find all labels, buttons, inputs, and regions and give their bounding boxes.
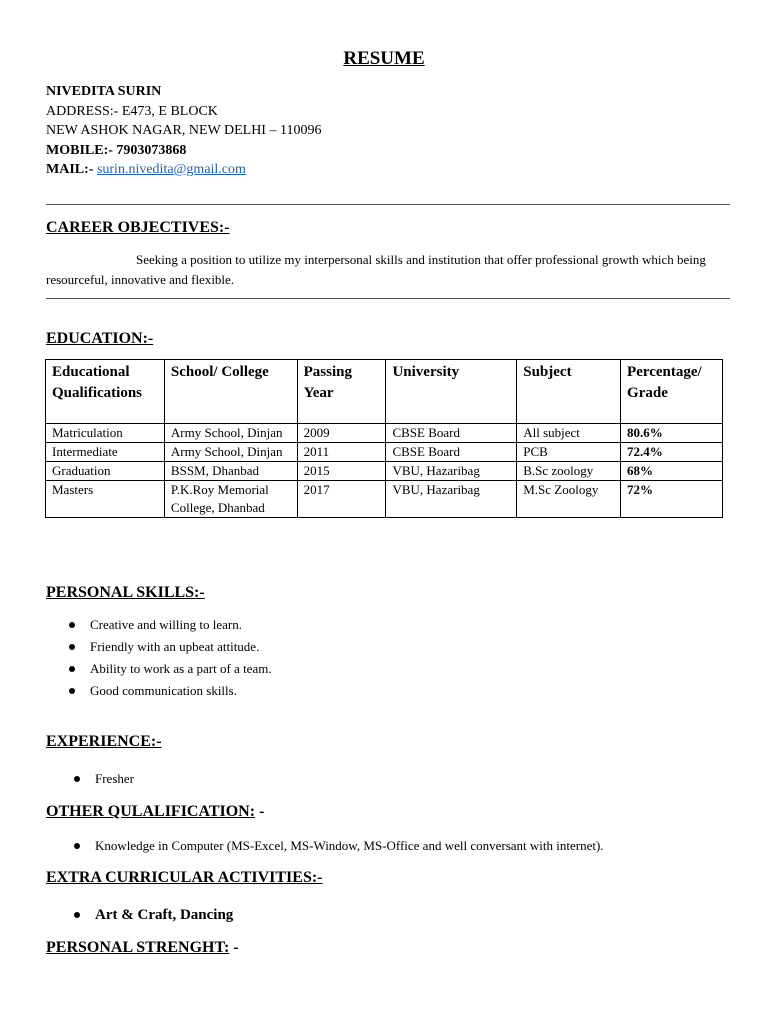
personal-strength-heading: PERSONAL STRENGHT: -	[46, 939, 239, 956]
table-cell: 72%	[621, 481, 723, 518]
list-item: Fresher	[51, 768, 134, 790]
email-link[interactable]: surin.nivedita@gmail.com	[96, 162, 246, 177]
table-header: Passing Year	[297, 360, 386, 424]
table-header-row	[46, 360, 723, 424]
table-cell: 2017	[297, 481, 386, 518]
candidate-name: NIVEDITA SURIN	[46, 84, 162, 99]
table-cell: 2015	[297, 462, 386, 481]
other-qualification-heading: OTHER QULALIFICATION: -	[46, 803, 265, 820]
table-header: Subject	[517, 360, 621, 424]
skills-list	[46, 614, 272, 702]
mobile-line	[46, 141, 321, 161]
list-item: Ability to work as a part of a team.	[46, 658, 272, 680]
table-cell: 2009	[297, 424, 386, 443]
table-cell: Intermediate	[46, 443, 165, 462]
table-cell: VBU, Hazaribag	[386, 462, 517, 481]
table-header: University	[386, 360, 517, 424]
mail-line	[46, 160, 321, 180]
table-row	[46, 424, 723, 443]
contact-block	[46, 82, 321, 180]
divider-bottom	[46, 298, 730, 299]
table-cell: 2011	[297, 443, 386, 462]
table-row	[46, 462, 723, 481]
experience-heading: EXPERIENCE:-	[46, 733, 162, 750]
page-title: RESUME	[343, 48, 425, 69]
table-row	[46, 443, 723, 462]
address-line-1: ADDRESS:- E473, E BLOCK	[46, 103, 218, 119]
career-heading: CAREER OBJECTIVES:-	[46, 219, 230, 236]
divider-top	[46, 204, 730, 205]
mobile-label: MOBILE:-	[46, 142, 113, 158]
education-table	[45, 359, 723, 518]
list-item: Friendly with an upbeat attitude.	[46, 636, 272, 658]
table-cell: Graduation	[46, 462, 165, 481]
table-cell: PCB	[517, 443, 621, 462]
table-cell: Matriculation	[46, 424, 165, 443]
table-cell: P.K.Roy Memorial College, Dhanbad	[164, 481, 297, 518]
table-cell: All subject	[517, 424, 621, 443]
table-header: Educational Qualifications	[46, 360, 165, 424]
table-header: School/ College	[164, 360, 297, 424]
table-cell: B.Sc zoology	[517, 462, 621, 481]
table-cell: 68%	[621, 462, 723, 481]
table-cell: BSSM, Dhanbad	[164, 462, 297, 481]
table-cell: Masters	[46, 481, 165, 518]
career-objective-text: Seeking a position to utilize my interpersonal skills and institution that offer professional growth which being resourceful, innovative and flexible.	[46, 252, 706, 287]
skills-heading: PERSONAL SKILLS:-	[46, 584, 205, 601]
experience-list	[51, 768, 134, 790]
extra-curricular-heading: EXTRA CURRICULAR ACTIVITIES:-	[46, 869, 323, 886]
mobile-value: 7903073868	[116, 142, 187, 158]
list-item: Knowledge in Computer (MS-Excel, MS-Window, MS-Office and well conversant with internet).	[51, 835, 604, 857]
table-cell: 72.4%	[621, 443, 723, 462]
mail-label: MAIL:-	[46, 162, 94, 177]
other-qualification-list	[51, 835, 604, 857]
extra-curricular-list	[51, 903, 233, 927]
list-item: Creative and willing to learn.	[46, 614, 272, 636]
table-row	[46, 481, 723, 518]
address-line-2: NEW ASHOK NAGAR, NEW DELHI – 110096	[46, 123, 322, 138]
table-cell: VBU, Hazaribag	[386, 481, 517, 518]
table-header: Percentage/ Grade	[621, 360, 723, 424]
education-heading: EDUCATION:-	[46, 330, 154, 347]
table-cell: Army School, Dinjan	[164, 443, 297, 462]
table-cell: M.Sc Zoology	[517, 481, 621, 518]
table-cell: Army School, Dinjan	[164, 424, 297, 443]
table-cell: 80.6%	[621, 424, 723, 443]
list-item: Art & Craft, Dancing	[51, 903, 233, 927]
table-cell: CBSE Board	[386, 443, 517, 462]
list-item: Good communication skills.	[46, 680, 272, 702]
table-cell: CBSE Board	[386, 424, 517, 443]
